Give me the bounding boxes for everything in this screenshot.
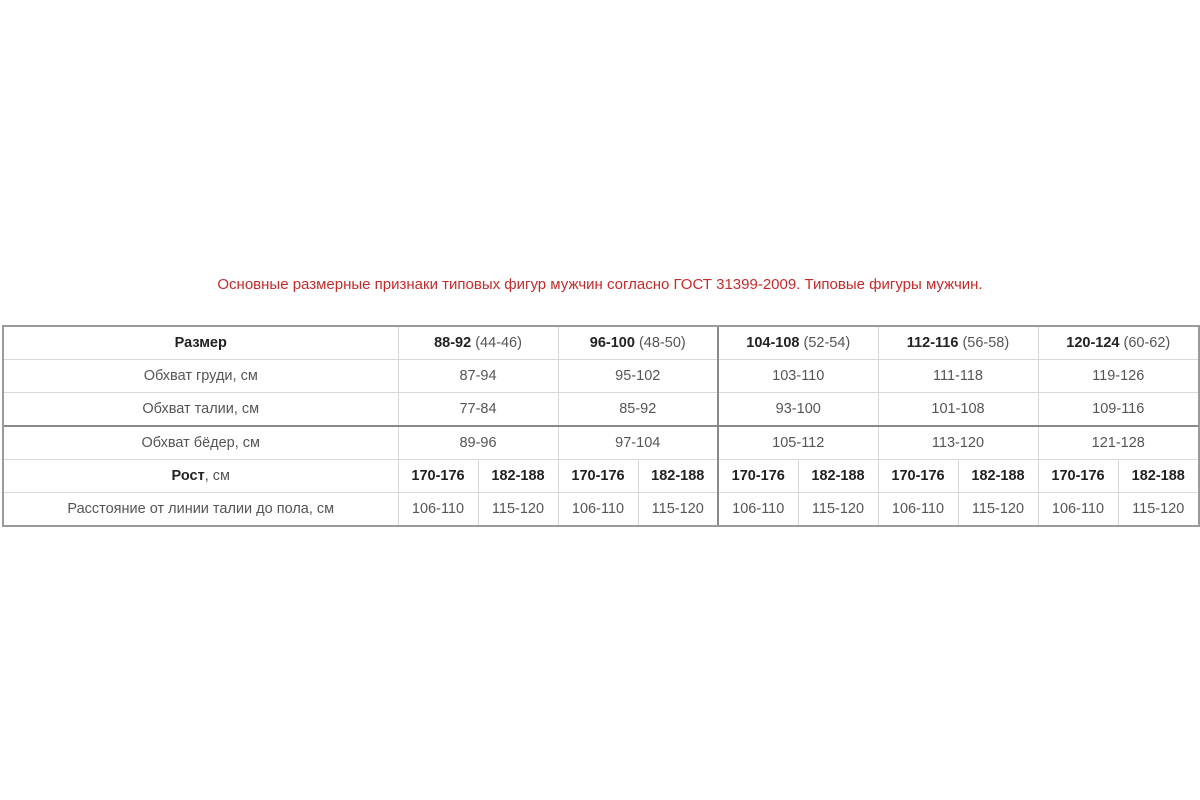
table-cell: 103-110 bbox=[718, 360, 878, 393]
table-cell: 182-188 bbox=[638, 460, 718, 493]
row-label: Обхват талии, см bbox=[3, 393, 398, 427]
table-cell: 89-96 bbox=[398, 426, 558, 460]
table-cell: 106-110 bbox=[718, 493, 798, 527]
size-cell-104-108: 104-108 (52-54) bbox=[718, 326, 878, 360]
size-cell-96-100: 96-100 (48-50) bbox=[558, 326, 718, 360]
table-cell: 115-120 bbox=[1118, 493, 1199, 527]
table-cell: 121-128 bbox=[1038, 426, 1199, 460]
table-cell: 106-110 bbox=[558, 493, 638, 527]
row-label: Расстояние от линии талии до пола, см bbox=[3, 493, 398, 527]
table-cell: 182-188 bbox=[1118, 460, 1199, 493]
table-cell: 182-188 bbox=[798, 460, 878, 493]
table-cell: 101-108 bbox=[878, 393, 1038, 427]
row-label: Рост, см bbox=[3, 460, 398, 493]
table-cell: 109-116 bbox=[1038, 393, 1199, 427]
distance-row bbox=[3, 493, 1199, 527]
table-cell: 182-188 bbox=[958, 460, 1038, 493]
chest-row bbox=[3, 360, 1199, 393]
table-cell: 115-120 bbox=[638, 493, 718, 527]
table-cell: 111-118 bbox=[878, 360, 1038, 393]
table-cell: 106-110 bbox=[398, 493, 478, 527]
table-title: Основные размерные признаки типовых фигур мужчин согласно ГОСТ 31399-2009. Типовые фигуры мужчин. bbox=[217, 276, 983, 293]
table-cell: 119-126 bbox=[1038, 360, 1199, 393]
waist-row bbox=[3, 393, 1199, 427]
table-cell: 95-102 bbox=[558, 360, 718, 393]
table-cell: 182-188 bbox=[478, 460, 558, 493]
table-cell: 170-176 bbox=[398, 460, 478, 493]
table-cell: 93-100 bbox=[718, 393, 878, 427]
table-cell: 87-94 bbox=[398, 360, 558, 393]
table-cell: 170-176 bbox=[718, 460, 798, 493]
header-row bbox=[3, 326, 1199, 360]
table-cell: 113-120 bbox=[878, 426, 1038, 460]
table-cell: 77-84 bbox=[398, 393, 558, 427]
row-label: Обхват бёдер, см bbox=[3, 426, 398, 460]
row-label: Обхват груди, см bbox=[3, 360, 398, 393]
table-cell: 115-120 bbox=[478, 493, 558, 527]
size-cell-112-116: 112-116 (56-58) bbox=[878, 326, 1038, 360]
table-cell: 85-92 bbox=[558, 393, 718, 427]
size-table bbox=[2, 325, 1200, 527]
height-row bbox=[3, 460, 1199, 493]
size-cell-88-92: 88-92 (44-46) bbox=[398, 326, 558, 360]
table-cell: 170-176 bbox=[878, 460, 958, 493]
table-cell: 105-112 bbox=[718, 426, 878, 460]
size-cell-120-124: 120-124 (60-62) bbox=[1038, 326, 1199, 360]
table-cell: 115-120 bbox=[798, 493, 878, 527]
table-cell: 97-104 bbox=[558, 426, 718, 460]
table-cell: 106-110 bbox=[1038, 493, 1118, 527]
table-cell: 170-176 bbox=[558, 460, 638, 493]
size-header-label: Размер bbox=[3, 326, 398, 360]
table-cell: 106-110 bbox=[878, 493, 958, 527]
hips-row bbox=[3, 426, 1199, 460]
table-cell: 170-176 bbox=[1038, 460, 1118, 493]
table-cell: 115-120 bbox=[958, 493, 1038, 527]
